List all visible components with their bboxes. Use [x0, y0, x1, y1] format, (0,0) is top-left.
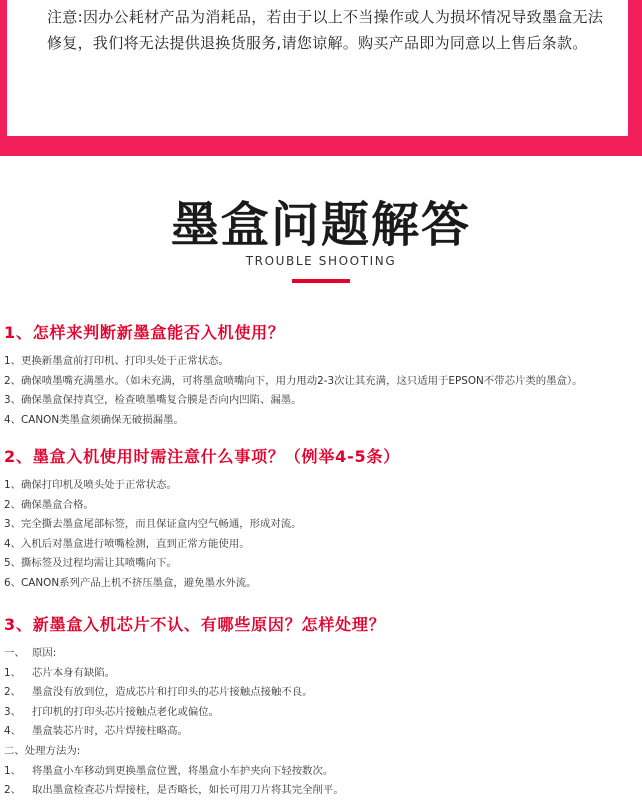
- section-title: 3、新墨盒入机芯片不认、有哪些原因？怎样处理？: [4, 615, 386, 634]
- item-number: 1、: [4, 479, 22, 491]
- item-number: 4、: [4, 413, 22, 426]
- item-number: 2、: [4, 374, 22, 387]
- item-text: 墨盒没有放到位，造成芯片和打印头的芯片接触点接触不良。: [32, 686, 313, 699]
- page-title: 墨盒问题解答: [170, 197, 471, 253]
- section-title: 1、怎样来判断新墨盒能否入机使用？: [4, 323, 285, 342]
- item-number: 1、: [4, 764, 22, 777]
- item-number: 1、: [4, 666, 22, 679]
- item-text: 取出墨盒检查芯片焊接柱，是否略长，如长可用刀片将其完全削平。: [32, 784, 344, 797]
- notice-box: [7, 0, 628, 136]
- list-item: [4, 496, 638, 516]
- list-item: [4, 535, 638, 555]
- item-text: 确保喷墨嘴充满墨水。（如未充满，可将墨盒喷嘴向下，用力甩动2-3次让其充满，这只适用于EPSON不带芯片类的墨盒）。: [21, 374, 583, 387]
- item-number: 3、: [4, 394, 22, 407]
- faq-section-1: [4, 320, 638, 430]
- item-number: 4、: [4, 537, 22, 550]
- item-text: CANON系列产品上机不挤压墨盒，避免墨水外流。: [21, 576, 257, 589]
- faq-section-3: [4, 612, 638, 801]
- item-number: 一、: [4, 647, 25, 659]
- list-item: [4, 515, 638, 535]
- faq-section-2: [4, 444, 638, 594]
- section-title: 2、墨盒入机使用时需注意什么事项？（例举4-5条）: [4, 447, 401, 466]
- list-item: [4, 722, 638, 742]
- item-text: 入机后对墨盒进行喷嘴检测，直到正常方能使用。: [21, 537, 250, 550]
- title-underline: [292, 279, 350, 283]
- item-text: CANON类墨盒须确保无破损漏墨。: [21, 413, 184, 426]
- list-item: [4, 644, 638, 664]
- item-text: 芯片本身有缺陷。: [32, 666, 116, 679]
- list-item: [4, 574, 638, 594]
- item-text: 确保打印机及喷头处于正常状态。: [21, 479, 177, 491]
- item-number: 5、: [4, 557, 22, 570]
- list-item: [4, 762, 638, 782]
- item-text: 完全撕去墨盒尾部标签，而且保证盒内空气畅通，形成对流。: [21, 518, 302, 531]
- item-number: 2、: [4, 686, 22, 699]
- item-number: 6、: [4, 576, 22, 589]
- item-text: 打印机的打印头芯片接触点老化或偏位。: [32, 705, 220, 718]
- item-text: 确保墨盒合格。: [21, 498, 94, 511]
- list-item: [4, 703, 638, 723]
- list-item: [4, 411, 638, 431]
- item-text: 原因:: [32, 647, 57, 659]
- item-text: 将墨盒小车移动到更换墨盒位置，将墨盒小车护夹向下轻按数次。: [32, 764, 334, 777]
- list-item: [4, 664, 638, 684]
- item-number: 二、: [4, 744, 25, 757]
- item-text: 墨盒装芯片时，芯片焊接柱略高。: [32, 725, 188, 738]
- list-item: [4, 781, 638, 801]
- item-text: 确保墨盒保持真空，检查喷墨嘴复合膜是否向内凹陷、漏墨。: [21, 394, 302, 407]
- item-text: 撕标签及过程均需让其喷嘴向下。: [21, 557, 177, 570]
- item-number: 3、: [4, 705, 22, 718]
- list-item: [4, 742, 638, 762]
- item-number: 4、: [4, 725, 22, 738]
- item-number: 2、: [4, 784, 22, 797]
- list-item: [4, 476, 638, 496]
- list-item: [4, 372, 638, 392]
- list-item: [4, 683, 638, 703]
- list-item: [4, 554, 638, 574]
- item-text: 更换新墨盒前打印机、打印头处于正常状态。: [21, 355, 229, 367]
- item-text: 处理方法为:: [24, 744, 81, 757]
- list-item: [4, 391, 638, 411]
- item-number: 2、: [4, 498, 22, 511]
- notice-text: 注意:因办公耗材产品为消耗品，若由于以上不当操作或人为损坏情况导致墨盒无法修复，我们将无法提供退换货服务,请您谅解。购买产品即为同意以上售后条款。: [47, 8, 604, 52]
- list-item: [4, 352, 638, 372]
- page-subtitle: TROUBLE SHOOTING: [245, 254, 397, 268]
- item-number: 1、: [4, 355, 22, 367]
- item-number: 3、: [4, 518, 22, 531]
